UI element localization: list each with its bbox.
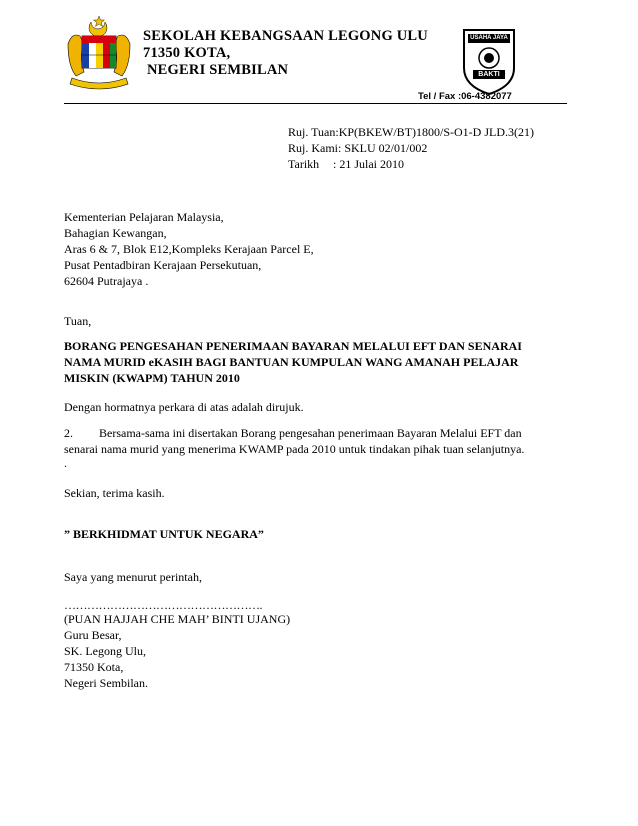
paragraph-2-line: .: [64, 456, 67, 470]
signatory-name: (PUAN HAJJAH CHE MAH’ BINTI UJANG): [64, 612, 291, 626]
date-value: : 21 Julai 2010: [333, 157, 404, 171]
school-state: NEGERI SEMBILAN: [147, 62, 289, 78]
recipient-line: 62604 Putrajaya .: [64, 274, 149, 288]
closing: Sekian, terima kasih.: [64, 486, 165, 500]
recipient-line: Bahagian Kewangan,: [64, 226, 167, 240]
signatory-address: 71350 Kota,: [64, 660, 124, 674]
signatory-school: SK. Legong Ulu,: [64, 644, 146, 658]
letterhead-divider: [64, 103, 567, 104]
badge-motto-top: USAHA JAYA: [470, 35, 508, 41]
paragraph-2-line: Bersama-sama ini disertakan Borang pengesahan penerimaan Bayaran Melalui EFT dan: [99, 426, 522, 440]
motto: ” BERKHIDMAT UNTUK NEGARA”: [64, 527, 264, 541]
subject-line: NAMA MURID eKASIH BAGI BANTUAN KUMPULAN WANG AMANAH PELAJAR: [64, 355, 519, 369]
paragraph-2-line: senarai nama murid yang menerima KWAMP pada 2010 untuk tindakan pihak tuan selanjutnya.: [64, 442, 525, 456]
paragraph-1: Dengan hormatnya perkara di atas adalah dirujuk.: [64, 400, 304, 414]
reference-ours: Ruj. Kami: SKLU 02/01/002: [288, 141, 428, 155]
date-label: Tarikh: [288, 157, 320, 171]
salutation: Tuan,: [64, 314, 92, 328]
recipient-line: Pusat Pentadbiran Kerajaan Persekutuan,: [64, 258, 262, 272]
subject-line: MISKIN (KWAPM) TAHUN 2010: [64, 371, 240, 385]
signatory-state: Negeri Sembilan.: [64, 676, 148, 690]
signatory-title: Guru Besar,: [64, 628, 122, 642]
sign-off: Saya yang menurut perintah,: [64, 570, 202, 584]
tel-fax: Tel / Fax :06-4382077: [418, 91, 512, 102]
coat-of-arms-icon: [64, 14, 134, 96]
recipient-line: Aras 6 & 7, Blok E12,Kompleks Kerajaan Parcel E,: [64, 242, 314, 256]
reference-your: Ruj. Tuan:KP(BKEW/BT)1800/S-O1-D JLD.3(21): [288, 125, 535, 139]
badge-motto-bottom: BAKTI: [478, 71, 500, 78]
paragraph-2-number: 2.: [64, 426, 73, 440]
recipient-line: Kementerian Pelajaran Malaysia,: [64, 210, 224, 224]
signature-line: …………………………………………….: [64, 598, 262, 612]
subject-line: BORANG PENGESAHAN PENERIMAAN BAYARAN MELALUI EFT DAN SENARAI: [64, 339, 522, 353]
school-address: 71350 KOTA,: [143, 45, 231, 61]
school-name: SEKOLAH KEBANGSAAN LEGONG ULU: [143, 28, 428, 44]
